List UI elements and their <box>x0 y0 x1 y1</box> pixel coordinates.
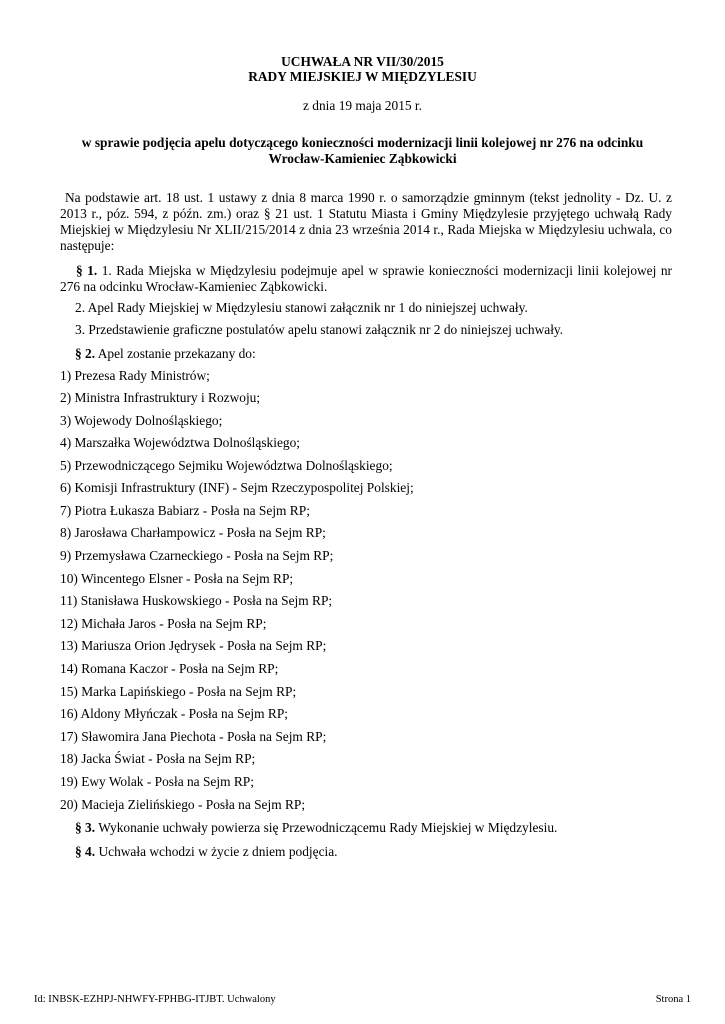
recipient-item: 2) Ministra Infrastruktury i Rozwoju; <box>60 390 261 405</box>
recipient-item: 18) Jacka Świat - Posła na Sejm RP; <box>60 751 256 766</box>
recipient-item: 9) Przemysława Czarneckiego - Posła na Sejm RP; <box>60 548 334 563</box>
recipient-item: 12) Michała Jaros - Posła na Sejm RP; <box>60 616 267 631</box>
recipient-item: 6) Komisji Infrastruktury (INF) - Sejm Rzeczypospolitej Polskiej; <box>60 480 414 495</box>
resolution-date: z dnia 19 maja 2015 r. <box>303 98 422 113</box>
recipient-item: 4) Marszałka Województwa Dolnośląskiego; <box>60 435 301 450</box>
recipient-item: 17) Sławomira Jana Piechota - Posła na Sejm RP; <box>60 729 327 744</box>
section-1-point-2: 2. Apel Rady Miejskiej w Międzylesiu stanowi załącznik nr 1 do niniejszej uchwały. <box>75 300 528 315</box>
section-3 <box>75 820 557 836</box>
recipient-item: 14) Romana Kaczor - Posła na Sejm RP; <box>60 661 279 676</box>
recipient-item: 11) Stanisława Huskowskiego - Posła na Sejm RP; <box>60 593 333 608</box>
recipient-item: 20) Macieja Zielińskiego - Posła na Sejm RP; <box>60 797 306 812</box>
recipient-item: 7) Piotra Łukasza Babiarz - Posła na Sejm RP; <box>60 503 310 518</box>
section-4-text: Uchwała wchodzi w życie z dniem podjęcia. <box>98 844 338 859</box>
resolution-subject <box>60 135 665 167</box>
section-1-point-1-text: 1. Rada Miejska w Międzylesiu podejmuje apel w sprawie konieczności modernizacji linii kolejowej nr 276 na odcinku Wrocław-Kamieniec Ząbkowicki. <box>60 263 672 294</box>
preamble: Na podstawie art. 18 ust. 1 ustawy z dnia 8 marca 1990 r. o samorządzie gminnym (tekst jednolity - Dz. U. z 2013 r., póz. 594, z późn. zm.) oraz § 21 ust. 1 Statutu Miasta i Gminy Międzylesie przyjętego uchwałą Rady Miejskiej w Międzylesiu Nr XLII/215/2014 z dnia 23 września 2014 r., Rada Miejska w Międzylesiu uchwala, co następuje: <box>60 190 672 253</box>
section-2-marker: § 2. <box>75 346 96 361</box>
recipient-item: 8) Jarosława Charłampowicz - Posła na Sejm RP; <box>60 525 326 540</box>
section-3-text: Wykonanie uchwały powierza się Przewodniczącemu Rady Miejskiej w Międzylesiu. <box>98 820 558 835</box>
section-4-marker: § 4. <box>75 844 96 859</box>
recipient-item: 5) Przewodniczącego Sejmiku Województwa Dolnośląskiego; <box>60 458 393 473</box>
recipient-item: 3) Wojewody Dolnośląskiego; <box>60 413 223 428</box>
document-id: Id: INBSK-EZHPJ-NHWFY-FPHBG-ITJBT. Uchwalony <box>34 994 276 1005</box>
resolution-number: UCHWAŁA NR VII/30/2015 <box>281 54 444 69</box>
council-name: RADY MIEJSKIEJ W MIĘDZYLESIU <box>248 69 477 84</box>
recipient-item: 1) Prezesa Rady Ministrów; <box>60 368 210 383</box>
section-3-marker: § 3. <box>75 820 96 835</box>
recipient-item: 15) Marka Lapińskiego - Posła na Sejm RP; <box>60 684 297 699</box>
section-1-point-3: 3. Przedstawienie graficzne postulatów apelu stanowi załącznik nr 2 do niniejszej uchwały. <box>75 322 564 337</box>
section-1-point-1 <box>60 263 672 295</box>
recipient-item: 10) Wincentego Elsner - Posła na Sejm RP; <box>60 571 294 586</box>
recipient-item: 16) Aldony Młyńczak - Posła na Sejm RP; <box>60 706 288 721</box>
recipient-item: 19) Ewy Wolak - Posła na Sejm RP; <box>60 774 254 789</box>
section-1-marker: § 1. <box>76 263 98 278</box>
subject-line-2: Wrocław-Kamieniec Ząbkowicki <box>268 151 457 166</box>
section-2 <box>75 346 256 362</box>
subject-line-1: w sprawie podjęcia apelu dotyczącego konieczności modernizacji linii kolejowej nr 276 na odcinku <box>81 135 644 150</box>
section-2-text: Apel zostanie przekazany do: <box>97 346 256 361</box>
recipient-item: 13) Mariusza Orion Jędrysek - Posła na Sejm RP; <box>60 638 327 653</box>
page-number: Strona 1 <box>655 994 691 1005</box>
section-4 <box>75 844 338 860</box>
